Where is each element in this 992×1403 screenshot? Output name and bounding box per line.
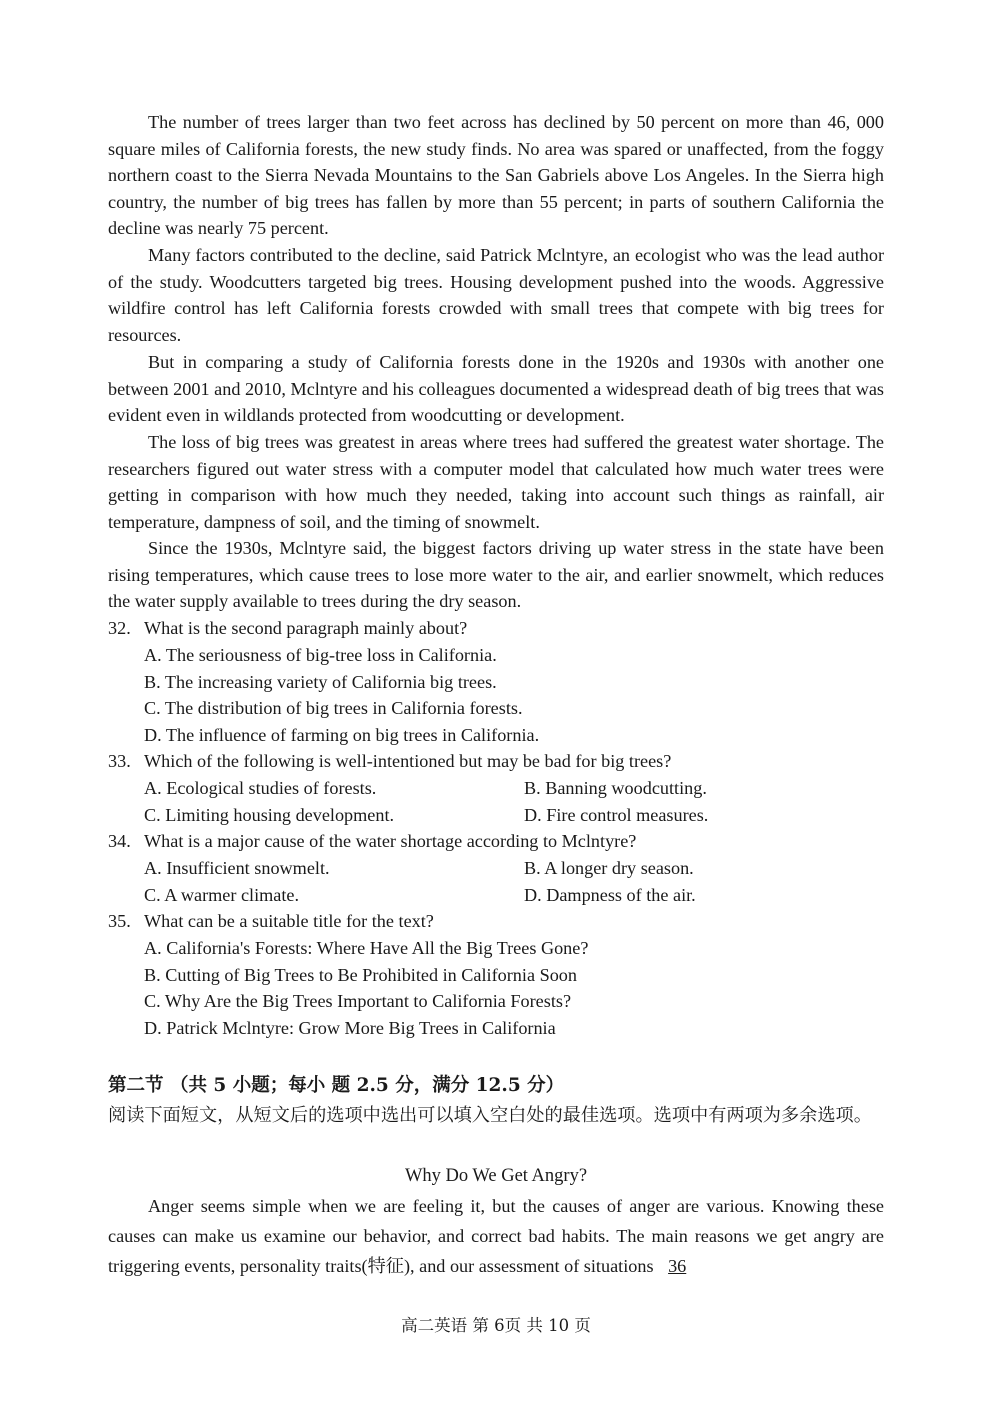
question-number: 32.	[108, 618, 131, 638]
option-a[interactable]: A. Insufficient snowmelt.	[144, 858, 330, 878]
blank-36[interactable]: 36	[668, 1256, 687, 1276]
question-33-options	[144, 775, 864, 828]
option-c[interactable]: C. Why Are the Big Trees Important to California Forests?	[144, 991, 572, 1012]
option-d[interactable]: D. The influence of farming on big trees in California.	[144, 724, 540, 745]
question-35-stem	[108, 908, 888, 935]
option-row	[144, 882, 864, 909]
option-b[interactable]: B. Cutting of Big Trees to Be Prohibited in California Soon	[144, 964, 577, 985]
passage-text: Anger seems simple when we are feeling it, but the causes of anger are various. Knowing these causes can make us examine our behavior, and correct bad habits. The main reasons we get angry are triggering events, personality traits(特征), and our assessment of situations	[108, 1196, 884, 1276]
question-text: What can be a suitable title for the text?	[144, 911, 434, 931]
option-a[interactable]: A. The seriousness of big-tree loss in California.	[144, 645, 497, 665]
option-b[interactable]: B. A longer dry season.	[524, 858, 694, 878]
option-c[interactable]: C. The distribution of big trees in California forests.	[144, 698, 523, 719]
question-number: 34.	[108, 831, 131, 851]
question-33-stem	[108, 748, 888, 775]
option-d[interactable]: D. Dampness of the air.	[524, 884, 696, 905]
option-d[interactable]: D. Patrick Mclntyre: Grow More Big Trees in California	[144, 1017, 556, 1038]
passage-paragraph-1: The number of trees larger than two feet across has declined by 50 percent on more than 46, 000 square miles of California forests, the new study finds. No area was spared or unaffected, from the foggy northern coast to the Sierra Nevada Mountains to the San Gabriels above Los Angeles. In the Sierra high country, the number of big trees has fallen by more than 55 percent; in parts of southern California the decline was nearly 75 percent.	[108, 112, 884, 239]
option-row	[144, 802, 864, 829]
option-row	[144, 775, 864, 802]
question-35-options	[144, 935, 864, 1041]
passage-paragraph	[108, 1191, 884, 1281]
option-row	[144, 855, 864, 882]
passage-paragraph-2: Many factors contributed to the decline, said Patrick Mclntyre, an ecologist who was the lead author of the study. Woodcutters targeted big trees. Housing development pushed into the woods. Aggressive wildfire control has left California forests crowded with small trees that compete with big trees for resources.	[108, 245, 884, 345]
passage-paragraph-5: Since the 1930s, Mclntyre said, the biggest factors driving up water stress in the state have been rising temperatures, which cause trees to lose more water to the air, and earlier snowmelt, which reduces the water supply available to trees during the dry season.	[108, 538, 884, 612]
option-a[interactable]: A. Ecological studies of forests.	[144, 778, 377, 798]
option-b[interactable]: B. The increasing variety of California big trees.	[144, 671, 497, 692]
question-number: 35.	[108, 911, 131, 931]
option-d[interactable]: D. Fire control measures.	[524, 804, 709, 825]
option-a[interactable]: A. California's Forests: Where Have All the Big Trees Gone?	[144, 938, 589, 958]
option-c[interactable]: C. A warmer climate.	[144, 884, 300, 905]
question-32-options	[144, 642, 864, 748]
section-heading: 第二节 （共 5 小题；每小 题 2.5 分，满分 12.5 分）	[108, 1075, 565, 1096]
option-c[interactable]: C. Limiting housing development.	[144, 804, 395, 825]
section-instruction: 阅读下面短文，从短文后的选项中选出可以填入空白处的最佳选项。选项中有两项为多余选项。	[108, 1105, 872, 1126]
page-footer: 高二英语 第 6页 共 10 页	[401, 1316, 591, 1335]
passage-paragraph-4: The loss of big trees was greatest in areas where trees had suffered the greatest water shortage. The researchers figured out water stress with a computer model that calculated how much water trees were getting in comparison with how much they needed, taking into account such things as rainfall, air temperature, dampness of soil, and the timing of snowmelt.	[108, 432, 884, 532]
question-34-options	[144, 855, 864, 908]
option-b[interactable]: B. Banning woodcutting.	[524, 778, 707, 798]
question-number: 33.	[108, 751, 131, 771]
question-text: Which of the following is well-intentioned but may be bad for big trees?	[144, 751, 672, 771]
passage-title: Why Do We Get Angry?	[404, 1166, 588, 1186]
question-text: What is the second paragraph mainly about?	[144, 618, 468, 638]
question-34-stem	[108, 828, 888, 855]
passage-paragraph-3: But in comparing a study of California forests done in the 1920s and 1930s with another one between 2001 and 2010, Mclntyre and his colleagues documented a widespread death of big trees that was evident even in wildlands protected from woodcutting or development.	[108, 352, 884, 426]
question-32-stem	[108, 615, 888, 642]
question-text: What is a major cause of the water shortage according to Mclntyre?	[144, 831, 637, 851]
